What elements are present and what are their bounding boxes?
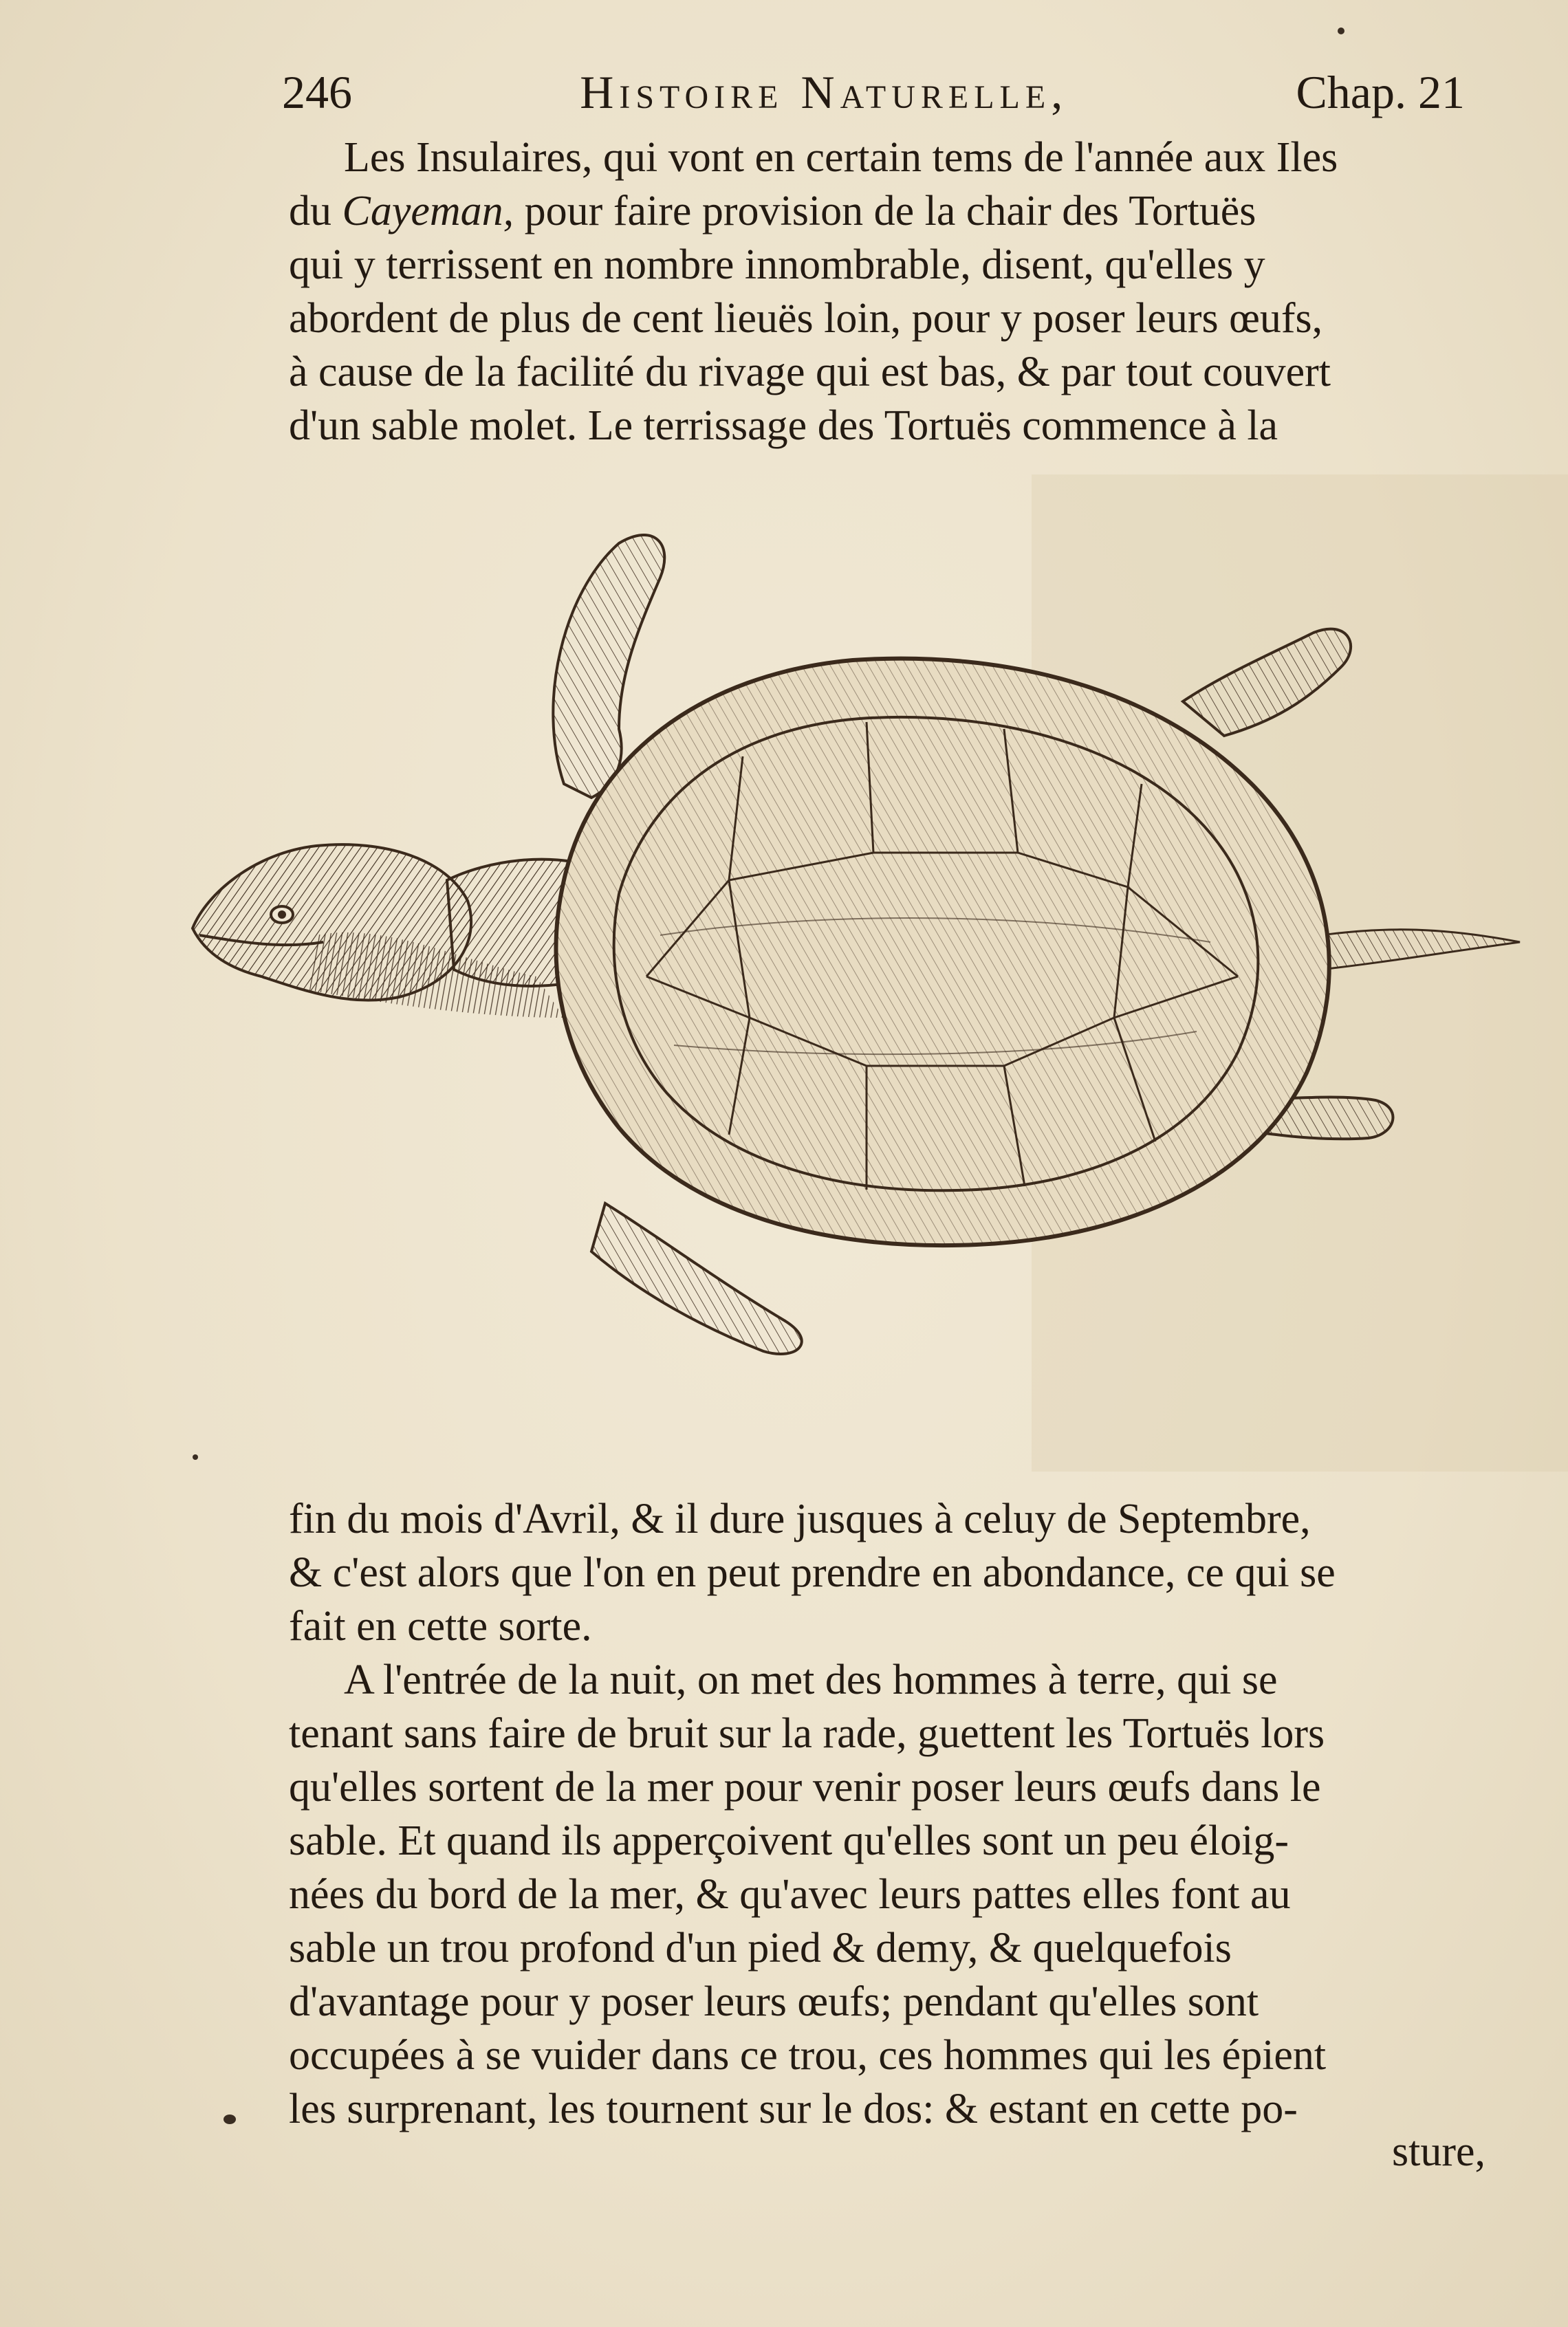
place-name: Cayeman,	[342, 188, 514, 234]
text-line: qui y terrissent en nombre innombrable, disent, qu'elles y	[289, 241, 1265, 288]
text-line: & c'est alors que l'on en peut prendre en abondance, ce qui se	[289, 1549, 1336, 1596]
ink-speck	[193, 1454, 198, 1460]
top-paragraph	[289, 131, 1458, 452]
text-line: fait en cette sorte.	[289, 1603, 592, 1650]
running-header	[282, 66, 1465, 118]
text-line: du Cayeman, pour faire provision de la chair des Tortuës	[289, 188, 1256, 234]
chapter-label: Chap. 21	[1296, 66, 1465, 118]
running-title: Histoire Naturelle,	[580, 66, 1069, 118]
bottom-text	[289, 1492, 1472, 2136]
ink-speck	[1338, 28, 1344, 34]
text-line: les surprenant, les tournent sur le dos: & estant en cette po-	[289, 2086, 1298, 2132]
text-line: à cause de la facilité du rivage qui est bas, & par tout couvert	[289, 349, 1331, 395]
page-number: 246	[282, 66, 352, 118]
text-line: A l'entrée de la nuit, on met des hommes à terre, qui se	[344, 1657, 1278, 1703]
text-line: nées du bord de la mer, & qu'avec leurs pattes elles font au	[289, 1871, 1291, 1918]
catchword: sture,	[1391, 2128, 1485, 2175]
head	[193, 844, 471, 1000]
text-line: qu'elles sortent de la mer pour venir poser leurs œufs dans le	[289, 1764, 1321, 1811]
text-line: sable un trou profond d'un pied & demy, & quelquefois	[289, 1925, 1232, 1971]
ink-speck	[224, 2115, 236, 2124]
text-line: tenant sans faire de bruit sur la rade, guettent les Tortuës lors	[289, 1710, 1325, 1757]
rear-left-flipper	[591, 1203, 802, 1354]
tail	[1320, 930, 1520, 970]
text-line: d'avantage pour y poser leurs œufs; pendant qu'elles sont	[289, 1978, 1259, 2025]
text-line: abordent de plus de cent lieuës loin, pour y poser leurs œufs,	[289, 295, 1323, 342]
front-right-flipper	[1183, 629, 1351, 736]
turtle-engraving	[179, 495, 1540, 1465]
text-line: fin du mois d'Avril, & il dure jusques à celuy de Septembre,	[289, 1496, 1311, 1542]
text-line: occupées à se vuider dans ce trou, ces hommes qui les épient	[289, 2032, 1327, 2079]
text-line: Les Insulaires, qui vont en certain tems de l'année aux Iles	[344, 134, 1338, 181]
text-line: sable. Et quand ils apperçoivent qu'elles sont un peu éloig-	[289, 1817, 1289, 1864]
text-line: d'un sable molet. Le terrissage des Tortuës commence à la	[289, 402, 1278, 449]
